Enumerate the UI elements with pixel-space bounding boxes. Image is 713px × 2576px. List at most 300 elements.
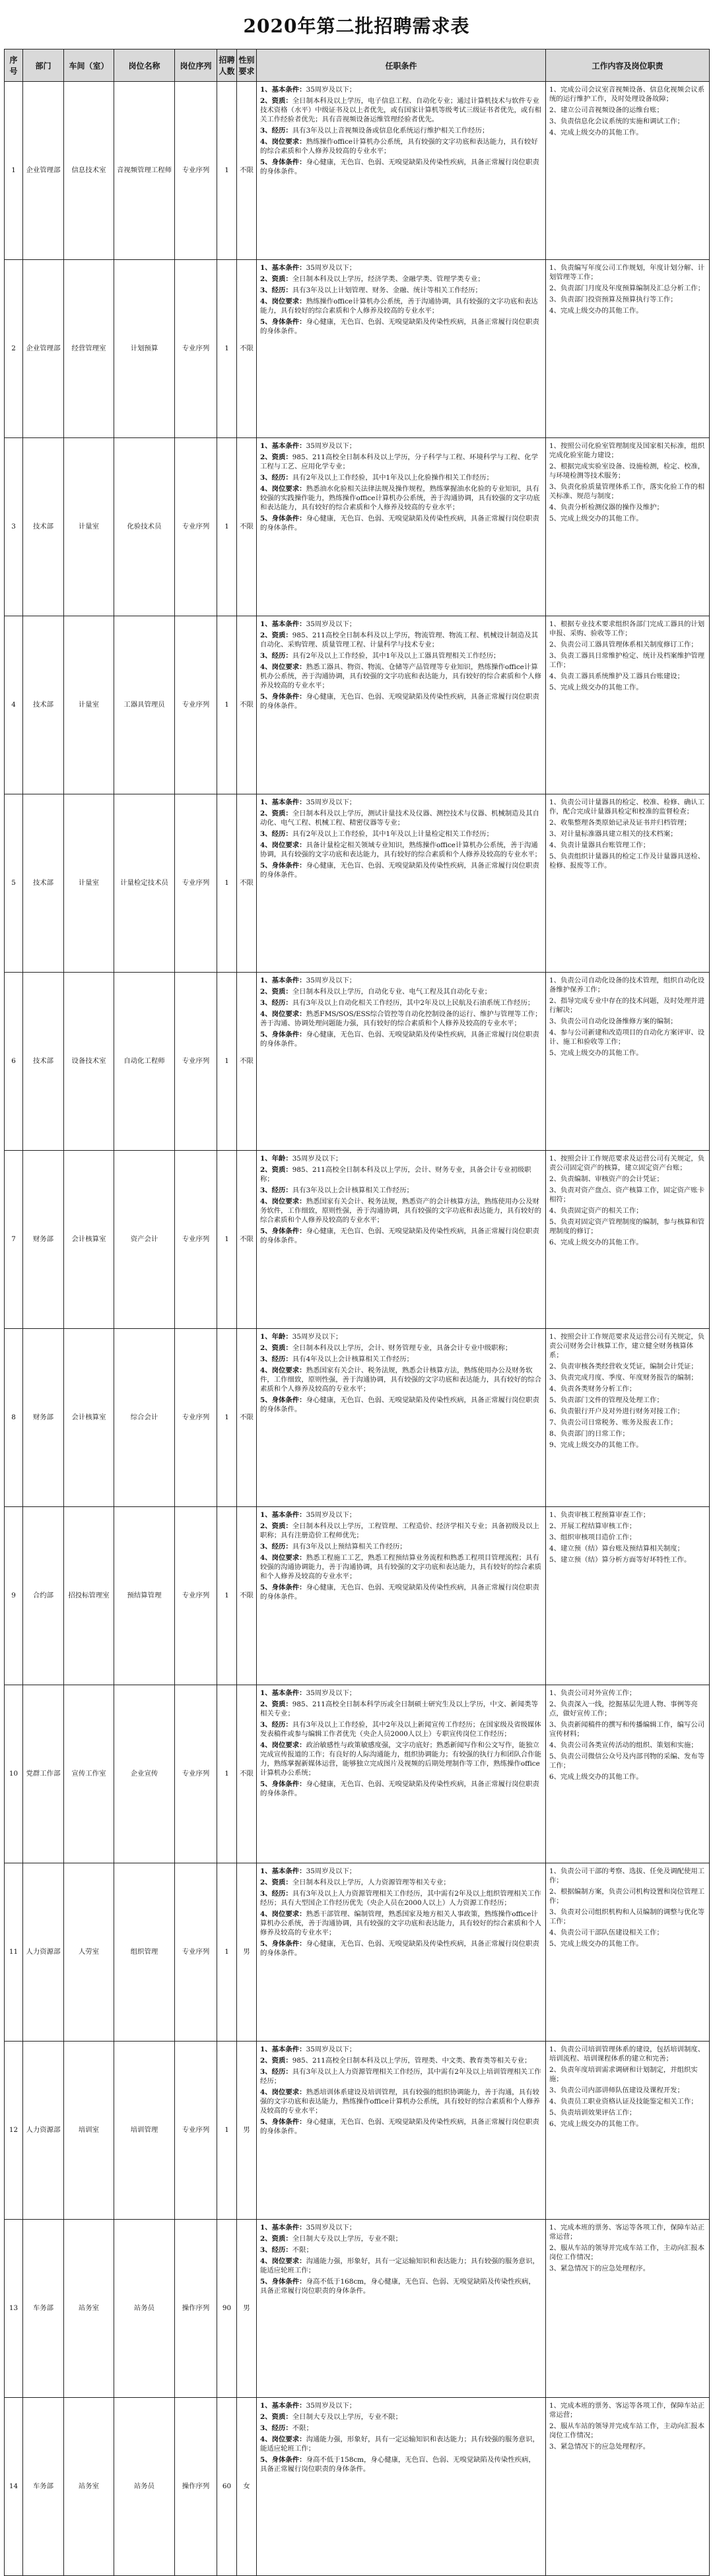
- requirement-key: 5、身体条件：: [260, 158, 306, 167]
- cell-dept: 人力资源部: [23, 2042, 64, 2220]
- requirement-item: [260, 137, 542, 156]
- requirement-key: 1、基本条件：: [260, 264, 306, 272]
- duty-item: 2、开展工程结算审核工作；: [549, 1522, 636, 1531]
- requirement-item: [260, 987, 542, 996]
- header-gender: 性别要求: [237, 49, 257, 82]
- duty-item: 1、根据专业技术要求组织各部门完成工器具的计划申报、采购、验收等工作；: [549, 620, 705, 638]
- duty-item: 4、负责工器具系统维护及工器具台账建设；: [549, 672, 685, 681]
- cell-workshop: 会计核算室: [64, 1151, 114, 1329]
- cell-count: 1: [217, 438, 237, 616]
- cell-workshop: 信息技术室: [64, 82, 114, 260]
- requirement-item: [260, 274, 542, 284]
- duty-item: 3、负责公司内部讲师队伍建设及课程开发；: [549, 2086, 685, 2095]
- requirement-text: 全日制本科及以上学历，经济学类、金融学类、管理学类专业；: [292, 275, 485, 284]
- requirement-item: [260, 317, 542, 336]
- requirement-key: 5、身体条件：: [260, 2278, 306, 2286]
- duty-item: 2、根据编制方案，负责公司机构设置和岗位管理工作；: [549, 1888, 705, 1906]
- requirement-item: [260, 1910, 542, 1937]
- cell-gender: 不限: [237, 260, 257, 438]
- cell-count: 1: [217, 1863, 237, 2042]
- cell-workshop: 会计核算室: [64, 1329, 114, 1507]
- requirement-key: 4、岗位要求：: [260, 1741, 306, 1750]
- header-post: 岗位名称: [114, 49, 175, 82]
- requirement-item: [260, 1878, 542, 1887]
- cell-post: 企业宣传: [114, 1685, 175, 1863]
- duty-item: 5、完成上级交办的其他工作。: [549, 1940, 643, 1948]
- cell-count: 1: [217, 1685, 237, 1863]
- cell-count: 1: [217, 1507, 237, 1685]
- cell-duties: [546, 260, 710, 438]
- duty-item: 4、负责各类财务分析工作；: [549, 1385, 636, 1394]
- cell-requirements: [257, 2220, 546, 2398]
- requirement-item: [260, 2424, 542, 2433]
- cell-sequence: 专业序列: [175, 1151, 217, 1329]
- duty-item: 2、收集整理各类原始记录及证书并归档管理；: [549, 819, 691, 827]
- requirement-key: 4、岗位要求：: [260, 841, 306, 850]
- cell-count: 1: [217, 973, 237, 1151]
- duty-item: 3、负责对公司组织机构和人员编制的调整与优化等工作；: [549, 1908, 705, 1926]
- requirement-key: 3、经历：: [260, 1543, 292, 1551]
- requirement-text: 具有2年及以上工作经验，其中1年及以上工器具管理相关工作经历；: [292, 652, 500, 660]
- requirement-item: [260, 809, 542, 827]
- cell-count: 1: [217, 260, 237, 438]
- cell-no: 12: [5, 2042, 23, 2220]
- cell-requirements: [257, 1507, 546, 1685]
- requirement-text: 沟通能力强，形象好，具有一定运输知识和表达能力；具有较强的服务意识，能适应轮班工作；: [260, 2435, 539, 2453]
- cell-workshop: 站务室: [64, 2220, 114, 2398]
- cell-post: 音视频管理工程师: [114, 82, 175, 260]
- cell-sequence: 专业序列: [175, 794, 217, 973]
- requirement-item: [260, 286, 542, 295]
- cell-sequence: 操作序列: [175, 2220, 217, 2398]
- duty-item: 4、负责固定资产的相关工作；: [549, 1207, 643, 1215]
- requirement-item: [260, 2223, 542, 2232]
- table-row: [5, 616, 710, 794]
- cell-count: 1: [217, 82, 237, 260]
- cell-sequence: 专业序列: [175, 438, 217, 616]
- requirement-item: [260, 85, 542, 94]
- cell-requirements: [257, 1329, 546, 1507]
- duty-item: 5、负责公司微信公众号及内部刊物的采编、发布等工作；: [549, 1753, 705, 1770]
- requirement-text: 985、211高校全日制本科学历或全日制硕士研究生及以上学历，中文、新闻类等相关专业；: [260, 1700, 538, 1718]
- requirement-item: [260, 1343, 542, 1353]
- requirement-item: [260, 2435, 542, 2453]
- requirement-item: [260, 1583, 542, 1601]
- duty-item: 2、负责深入一线，挖掘基层先进人物、事例等亮点，做好宣传工作；: [549, 1700, 698, 1718]
- requirement-key: 4、岗位要求：: [260, 2435, 306, 2444]
- duty-item: 2、指导完成专业中存在的技术问题，及时处理并进行解决；: [549, 997, 705, 1015]
- cell-count: 1: [217, 2042, 237, 2220]
- duty-item: 7、负责公司日常税务、账务及报表工作；: [549, 1419, 677, 1427]
- duty-item: 1、按照会计工作规范要求及运营公司有关规定，负责公司固定资产的核算，建立固定资产台账；: [549, 1155, 705, 1173]
- requirement-key: 4、岗位要求：: [260, 298, 306, 306]
- cell-post: 组织管理: [114, 1863, 175, 2042]
- requirement-item: [260, 861, 542, 880]
- requirement-text: 全日制本科及以上学历，会计、财务管理专业，具备会计专业中级职称；: [292, 1344, 512, 1353]
- duty-item: 1、负责公司自动化设备的技术管理，组织自动化设备维护保养工作；: [549, 977, 705, 994]
- requirement-item: [260, 297, 542, 315]
- requirement-text: 35周岁及以下；: [292, 1155, 343, 1163]
- requirement-item: [260, 96, 542, 124]
- requirement-text: 985、211高校全日制本科及以上学历，会计、财务专业，具备会计专业初级职称；: [260, 1166, 531, 1184]
- requirement-item: [260, 2401, 542, 2410]
- requirement-item: [260, 1154, 542, 1163]
- requirement-key: 4、岗位要求：: [260, 1910, 306, 1919]
- requirement-item: [260, 1720, 542, 1739]
- requirement-text: 35周岁及以下；: [306, 798, 356, 806]
- duty-item: 2、负责编制、审核资产的会计凭证；: [549, 1175, 663, 1184]
- requirement-item: [260, 126, 542, 135]
- duty-item: 3、负责工器具日常维护检定、统计及档案维护管理工作；: [549, 652, 705, 670]
- requirement-key: 3、经历：: [260, 2246, 292, 2255]
- requirement-key: 2、资质：: [260, 810, 292, 818]
- cell-gender: 女: [237, 2398, 257, 2576]
- requirement-key: 4、岗位要求：: [260, 663, 306, 672]
- header-requirements: 任职条件: [257, 49, 546, 82]
- requirement-item: [260, 841, 542, 859]
- requirement-item: [260, 1689, 542, 1698]
- duty-item: 5、负责组织计量器具的检定工作及计量器具送检、检修、报废等工作。: [549, 853, 705, 870]
- requirement-key: 2、资质：: [260, 97, 292, 106]
- cell-duties: [546, 1329, 710, 1507]
- duty-item: 2、负责审核各类经营收支凭证，编制会计凭证；: [549, 1363, 698, 1371]
- duty-item: 1、负责审核工程预算审查工作；: [549, 1511, 650, 1519]
- requirement-item: [260, 2245, 542, 2255]
- requirement-text: 具有2年及以上工作经验，其中1年及以上计量检定相关工作经历；: [292, 830, 493, 839]
- requirement-text: 具有2年及以上工作经验，其中1年及以上化验操作相关工作经历；: [292, 474, 493, 482]
- duty-item: 5、负责部门文件的管理及处理工作；: [549, 1396, 663, 1405]
- cell-post: 化验技术员: [114, 438, 175, 616]
- requirement-key: 2、资质：: [260, 1344, 292, 1353]
- requirement-key: 1、基本条件：: [260, 2045, 306, 2053]
- requirement-text: 身高不低于158cm，身心健康，无色盲、色弱、无嗅觉缺陷及传染性疾病，具备正常履行岗位职责的身体条件。: [260, 2456, 535, 2474]
- duty-item: 2、服从车站的领导并完成车站工作，主动向汇报本岗位工作情况；: [549, 2422, 705, 2440]
- requirement-key: 2、资质：: [260, 1879, 292, 1887]
- requirement-text: 全日制本科及以上学历，电子信息工程、自动化专业；通过计算机技术与软件专业技术资格（水平）中级证书及以上者优先，或有国家计算机等级考试三级证书者优先，或有相关工作经验者优先；具有音视频设备运维管理经验者优先。: [260, 97, 542, 124]
- duty-item: 5、建立预（结）算分析方面等好坏特性工作。: [549, 1556, 691, 1564]
- duty-item: 3、组织审核项目造价工作；: [549, 1533, 636, 1542]
- cell-sequence: 专业序列: [175, 82, 217, 260]
- requirement-key: 3、经历：: [260, 127, 292, 135]
- cell-no: 9: [5, 1507, 23, 1685]
- cell-dept: 人力资源部: [23, 1863, 64, 2042]
- requirement-key: 5、身体条件：: [260, 318, 306, 327]
- duty-item: 9、完成上级交办的其他工作。: [549, 1441, 643, 1450]
- requirement-item: [260, 620, 542, 629]
- cell-sequence: 专业序列: [175, 260, 217, 438]
- requirement-item: [260, 1186, 542, 1195]
- duty-item: 4、负责计量器具台账管理工作；: [549, 841, 650, 850]
- requirement-key: 4、岗位要求：: [260, 485, 306, 494]
- duty-item: 1、负责编写年度公司工作规划，年度计划分解、计划管理等工作；: [549, 264, 705, 282]
- requirement-text: 全日制大专及以上学历，专业不限；: [292, 2235, 403, 2243]
- table-row: [5, 1151, 710, 1329]
- cell-workshop: 招投标管理室: [64, 1507, 114, 1685]
- requirement-item: [260, 473, 542, 482]
- cell-gender: 不限: [237, 1151, 257, 1329]
- cell-requirements: [257, 1151, 546, 1329]
- duty-item: 3、紧急情况下的应急处理程序。: [549, 2265, 650, 2273]
- duty-item: 1、完成公司会议室音视频设备、信息化视频会议系统的运行维护工作，及时处理设备故障；: [549, 86, 705, 104]
- cell-duties: [546, 2398, 710, 2576]
- requirement-key: 4、岗位要求：: [260, 1367, 306, 1375]
- requirement-text: 身心健康，无色盲、色弱、无嗅觉缺陷及传染性疾病，具备正常履行岗位职责的身体条件。: [260, 2118, 539, 2136]
- requirement-text: 身心健康，无色盲、色弱、无嗅觉缺陷及传染性疾病，具备正常履行岗位职责的身体条件。: [260, 1227, 539, 1245]
- cell-count: 1: [217, 616, 237, 794]
- cell-requirements: [257, 1863, 546, 2042]
- cell-gender: 男: [237, 2042, 257, 2220]
- requirement-key: 2、资质：: [260, 453, 292, 462]
- duty-item: 2、建立公司音视频设备的运维台账；: [549, 106, 663, 115]
- requirement-key: 3、经历：: [260, 1186, 292, 1195]
- requirement-key: 5、身体条件：: [260, 2118, 306, 2127]
- requirement-key: 4、岗位要求：: [260, 2257, 306, 2266]
- cell-no: 14: [5, 2398, 23, 2576]
- table-row: [5, 2042, 710, 2220]
- duty-item: 3、对计量标准器具建立相关的技术档案；: [549, 830, 677, 839]
- requirement-item: [260, 1165, 542, 1184]
- cell-requirements: [257, 2042, 546, 2220]
- cell-gender: 不限: [237, 1507, 257, 1685]
- requirement-text: 具有3年及以上会计核算相关工作经历；: [292, 1186, 414, 1195]
- table-row: [5, 794, 710, 973]
- requirement-item: [260, 1700, 542, 1718]
- requirement-text: 身心健康，无色盲、色弱、无嗅觉缺陷及传染性疾病，具备正常履行岗位职责的身体条件。: [260, 1940, 539, 1958]
- table-row: [5, 2398, 710, 2576]
- recruitment-table: [4, 49, 710, 2576]
- cell-post: 自动化工程师: [114, 973, 175, 1151]
- duty-item: 1、完成本班的票务、客运等各项工作，保障车站正常运营；: [549, 2224, 705, 2241]
- cell-no: 8: [5, 1329, 23, 1507]
- cell-count: 90: [217, 2220, 237, 2398]
- requirement-item: [260, 1553, 542, 1581]
- cell-requirements: [257, 82, 546, 260]
- duty-item: 4、建立预（结）算台账及预结算相关制度；: [549, 1545, 685, 1553]
- requirement-item: [260, 692, 542, 711]
- cell-workshop: 宣传工作室: [64, 1685, 114, 1863]
- duty-item: 3、负责新闻稿件的撰写和传播编辑工作，编写公司宣传材料；: [549, 1721, 705, 1739]
- cell-duties: [546, 1151, 710, 1329]
- cell-requirements: [257, 2398, 546, 2576]
- requirement-item: [260, 2088, 542, 2115]
- table-row: [5, 438, 710, 616]
- requirement-text: 35周岁及以下；: [306, 1867, 356, 1875]
- duty-item: 4、完成上级交办的其他工作。: [549, 129, 643, 137]
- requirement-item: [260, 2257, 542, 2275]
- cell-workshop: 计量室: [64, 616, 114, 794]
- cell-gender: 不限: [237, 973, 257, 1151]
- cell-duties: [546, 616, 710, 794]
- table-row: [5, 2220, 710, 2398]
- requirement-item: [260, 798, 542, 807]
- table-row: [5, 82, 710, 260]
- table-row: [5, 973, 710, 1151]
- requirement-text: 具有3年及以上音视频设备或信息化系统运行维护相关工作经历；: [292, 127, 489, 135]
- duty-item: 5、完成上级交办的其他工作。: [549, 684, 643, 692]
- requirement-key: 3、经历：: [260, 2424, 292, 2433]
- requirement-text: 沟通能力强，形象好，具有一定运输知识和表达能力；具有较强的服务意识，能适应轮班工作；: [260, 2257, 539, 2275]
- cell-no: 5: [5, 794, 23, 973]
- cell-gender: 不限: [237, 438, 257, 616]
- requirement-item: [260, 2045, 542, 2054]
- requirement-text: 具有3年及以上自动化相关工作经历，其中2年及以上民航及石油系统工作经历；: [292, 999, 535, 1008]
- cell-count: 1: [217, 1151, 237, 1329]
- cell-workshop: 经营管理室: [64, 260, 114, 438]
- requirement-text: 不限；: [292, 2424, 313, 2433]
- requirement-key: 2、资质：: [260, 1522, 292, 1531]
- requirement-text: 具备计量检定相关领域专业知识，熟练操作office计算机办公系统，善于沟通协调，具有较强的文字功底和表达能力，具有较好的综合素质和个人修养及较高的专业水平；: [260, 841, 542, 859]
- cell-sequence: 专业序列: [175, 1507, 217, 1685]
- requirement-item: [260, 453, 542, 471]
- requirement-item: [260, 2455, 542, 2474]
- cell-dept: 车务部: [23, 2220, 64, 2398]
- requirement-key: 1、基本条件：: [260, 620, 306, 628]
- cell-post: 计划预算: [114, 260, 175, 438]
- requirement-key: 5、身体条件：: [260, 515, 306, 523]
- requirement-key: 1、基本条件：: [260, 1867, 306, 1875]
- requirement-text: 熟练操作office计算机办公系统，善于沟通协调，具有较强的文字功底和表达能力，具有较好的综合素质和个人修养及较高的专业水平；: [260, 298, 538, 315]
- requirement-text: 全日制本科及以上学历，自动化专业、电气工程及其自动化专业；: [292, 988, 492, 996]
- requirement-item: [260, 1780, 542, 1798]
- cell-count: 1: [217, 794, 237, 973]
- requirement-key: 1、基本条件：: [260, 1689, 306, 1697]
- cell-duties: [546, 2042, 710, 2220]
- duty-item: 2、负责部门月度及年度预算编制及汇总分析工作；: [549, 284, 705, 293]
- requirement-item: [260, 1197, 542, 1225]
- requirement-text: 熟悉培训体系建设及培训管理，具有较强的组织协调能力，善于沟通，具有较强的文字功底和表达能力，熟练操作office计算机办公系统，具有较好的综合素质和个人修养及较高的专业水平；: [260, 2088, 540, 2115]
- requirement-text: 政治敏感性与政策敏感度强，文字功底好；熟悉新闻写作和公文写作，能独立完成宣传报道的工作；有良好的人际沟通能力，组织协调能力；有较强的执行力和团队合作能力，熟练掌握新媒体运营，能够独立完成图片及视频的后期处理制作等工作，熟练操作office计算机办公系统；: [260, 1741, 542, 1778]
- requirement-key: 3、经历：: [260, 1890, 292, 1898]
- requirement-item: [260, 1227, 542, 1245]
- requirement-item: [260, 441, 542, 451]
- cell-workshop: 培训室: [64, 2042, 114, 2220]
- cell-sequence: 专业序列: [175, 616, 217, 794]
- table-row: [5, 1685, 710, 1863]
- table-header-row: [5, 49, 710, 82]
- requirement-item: [260, 1741, 542, 1778]
- requirement-text: 熟悉油水化验相关法律法规及操作规程，熟练掌握油水化验的专业知识，具有较强的实践操作能力，熟练操作office计算机办公系统，善于沟通协调，具有较强的文字功底和表达能力，具有较好的综合素质和个人修养及较高的专业水平；: [260, 485, 540, 512]
- requirement-key: 4、岗位要求：: [260, 1198, 306, 1206]
- requirement-key: 2、资质：: [260, 275, 292, 284]
- cell-dept: 车务部: [23, 2398, 64, 2576]
- requirement-text: 熟悉干部管理、编制管理，熟悉国家及地方相关人事政策，熟练操作office计算机办公系统，善于沟通协调，具有较强的文字功底和表达能力，具有较好的综合素质和个人修养及较高的专业水平；: [260, 1910, 542, 1937]
- cell-workshop: 设备技术室: [64, 973, 114, 1151]
- requirement-item: [260, 976, 542, 985]
- requirement-key: 5、身体条件：: [260, 693, 306, 701]
- requirement-text: 不限；: [292, 2246, 313, 2255]
- cell-gender: 不限: [237, 1685, 257, 1863]
- requirement-item: [260, 2412, 542, 2422]
- cell-requirements: [257, 794, 546, 973]
- cell-duties: [546, 1863, 710, 2042]
- duty-item: 4、负责员工职业资格认证及技能鉴定相关工作；: [549, 2098, 698, 2106]
- requirement-key: 5、身体条件：: [260, 1396, 306, 1405]
- cell-dept: 合约部: [23, 1507, 64, 1685]
- duty-item: 1、负责公司计量器具的检定、校准、检修、确认工作，配合完成计量器具检定和校准的监督检查；: [549, 798, 705, 816]
- duty-item: 5、负责培训效果评估工作；: [549, 2109, 636, 2117]
- cell-dept: 技术部: [23, 973, 64, 1151]
- requirement-key: 3、经历：: [260, 999, 292, 1008]
- requirement-text: 全日制本科及以上学历，测试计量技术及仪器、测控技术与仪器、机械制造及其自动化、电气工程、机械工程、精密仪器等专业；: [260, 810, 539, 827]
- duty-item: 6、完成上级交办的其他工作。: [549, 1773, 643, 1782]
- cell-post: 资产会计: [114, 1151, 175, 1329]
- requirement-text: 具有3年及以上预结算相关工作经历；: [292, 1543, 407, 1551]
- cell-sequence: 专业序列: [175, 1685, 217, 1863]
- requirement-item: [260, 998, 542, 1008]
- requirement-key: 1、基本条件：: [260, 1511, 306, 1519]
- cell-no: 13: [5, 2220, 23, 2398]
- cell-dept: 技术部: [23, 438, 64, 616]
- cell-dept: 企业管理部: [23, 82, 64, 260]
- requirement-item: [260, 1522, 542, 1540]
- requirement-item: [260, 1010, 542, 1028]
- header-workshop: 车间（室）: [64, 49, 114, 82]
- requirement-item: [260, 1355, 542, 1364]
- table-row: [5, 1863, 710, 2042]
- cell-requirements: [257, 1685, 546, 1863]
- cell-count: 1: [217, 1329, 237, 1507]
- duty-item: 6、负责银行开户及对外进行财务对接工作；: [549, 1407, 685, 1416]
- requirement-text: 身心健康，无色盲、色弱、无嗅觉缺陷及传染性疾病，具备正常履行岗位职责的身体条件。: [260, 515, 539, 532]
- requirement-text: 35周岁及以下；: [306, 2402, 356, 2410]
- cell-no: 3: [5, 438, 23, 616]
- cell-duties: [546, 1685, 710, 1863]
- requirement-text: 具有3年及以上工作经验，其中2年及以上新闻宣传工作经历；在国家级及省级媒体发表稿件或参与编辑工作者优先（央企人员2000人以上）专职宣传岗位工作经历；: [260, 1721, 541, 1739]
- requirement-key: 3、经历：: [260, 830, 292, 839]
- header-duties: 工作内容及岗位职责: [546, 49, 710, 82]
- duty-item: 3、负责完成月度、季度、年度财务报告的编制；: [549, 1374, 698, 1382]
- cell-no: 11: [5, 1863, 23, 2042]
- requirement-text: 身心健康，无色盲、色弱、无嗅觉缺陷及传染性疾病，具备正常履行岗位职责的身体条件。: [260, 1396, 539, 1414]
- cell-no: 7: [5, 1151, 23, 1329]
- requirement-text: 具有3年及以上人力资源管理相关工作经历，其中需有2年及以上组织管理相关工作经历；具有大型国企工作经历优先（央企人员在2000人以上）人力资源工作经历；: [260, 1890, 541, 1908]
- cell-gender: 男: [237, 2220, 257, 2398]
- requirement-text: 身心健康，无色盲、色弱、无嗅觉缺陷及传染性疾病，具备正常履行岗位职责的身体条件。: [260, 158, 539, 176]
- cell-gender: 不限: [237, 82, 257, 260]
- duty-item: 5、负责对固定资产管理制度的编制，参与核算和管理制度的修订；: [549, 1218, 705, 1236]
- requirement-text: 熟练操作office计算机办公系统，具有较强的文字功底和表达能力，具有较好的综合素质和个人修养及较高的专业水平；: [260, 138, 538, 156]
- cell-workshop: 计量室: [64, 794, 114, 973]
- duty-item: 1、完成本班的票务、客运等各项工作，保障车站正常运营；: [549, 2402, 705, 2420]
- cell-no: 4: [5, 616, 23, 794]
- requirement-item: [260, 1889, 542, 1908]
- requirement-key: 5、身体条件：: [260, 1780, 306, 1789]
- requirement-item: [260, 651, 542, 660]
- requirement-item: [260, 484, 542, 512]
- requirement-key: 2、资质：: [260, 631, 292, 640]
- requirement-text: 35周岁及以下；: [306, 1689, 356, 1697]
- requirement-text: 35周岁及以下；: [306, 2045, 356, 2053]
- requirement-key: 5、身体条件：: [260, 1584, 306, 1592]
- requirement-text: 35周岁及以下；: [306, 264, 356, 272]
- cell-gender: 不限: [237, 1329, 257, 1507]
- cell-duties: [546, 1507, 710, 1685]
- header-dept: 部门: [23, 49, 64, 82]
- cell-dept: 企业管理部: [23, 260, 64, 438]
- duty-item: 5、完成上级交办的其他工作。: [549, 1049, 643, 1058]
- duty-item: 8、负责部门的日常工作；: [549, 1430, 629, 1438]
- requirement-item: [260, 2056, 542, 2065]
- requirement-text: 身心健康，无色盲、色弱、无嗅觉缺陷及传染性疾病，具备正常履行岗位职责的身体条件。: [260, 1584, 539, 1601]
- requirement-item: [260, 1366, 542, 1394]
- requirement-item: [260, 2117, 542, 2136]
- cell-gender: 不限: [237, 616, 257, 794]
- cell-post: 工器具管理员: [114, 616, 175, 794]
- requirement-key: 3、经历：: [260, 286, 292, 295]
- requirement-item: [260, 631, 542, 649]
- requirement-key: 2、资质：: [260, 988, 292, 996]
- duty-item: 2、根据完成实验室设备、设施检测，检定、校准，与环境检测等技术服务；: [549, 463, 705, 480]
